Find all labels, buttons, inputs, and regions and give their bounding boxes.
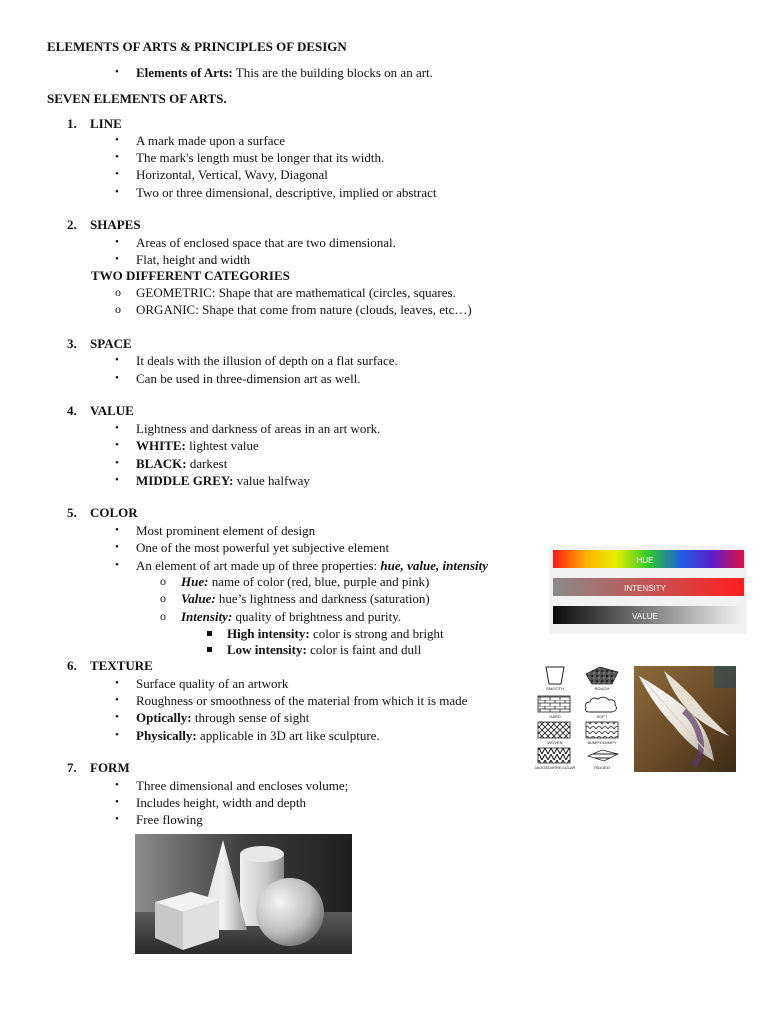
list-item: Most prominent element of design (136, 523, 316, 538)
list-item: A mark made upon a surface (136, 133, 286, 148)
term: Intensity: (181, 609, 233, 624)
list-item: Horizontal, Vertical, Wavy, Diagonal (136, 167, 328, 182)
section-heading-form: FORM (90, 760, 130, 775)
bullet: • (115, 524, 119, 536)
list-item: Surface quality of an artwork (136, 676, 289, 691)
hue-bar-label: HUE (636, 556, 654, 565)
definition: quality of brightness and purity. (232, 609, 402, 624)
section-number: 4. (67, 403, 77, 418)
section-heading-shapes: SHAPES (90, 217, 141, 232)
bullet: • (115, 66, 119, 78)
list-item: Lightness and darkness of areas in an art work. (136, 421, 381, 436)
bullet: • (115, 168, 119, 180)
section-heading-texture: TEXTURE (90, 658, 153, 673)
bullet: • (115, 134, 119, 146)
smooth-glass-swatch (546, 667, 564, 684)
list-item: Roughness or smoothness of the material from which it is made (136, 693, 468, 708)
circle-bullet: o (160, 591, 166, 605)
bullet: • (115, 711, 119, 723)
term: Hue: (181, 574, 209, 589)
bumpy-swatch (586, 722, 618, 738)
section-number: 6. (67, 658, 77, 673)
list-item: One of the most powerful yet subjective element (136, 540, 390, 555)
definition: value halfway (233, 473, 310, 488)
bullet: • (115, 151, 119, 163)
list-item (227, 625, 444, 642)
swatch-label: JAGGED/IRREGULAR (534, 765, 576, 770)
term: High intensity: (227, 626, 310, 641)
list-item (136, 437, 259, 454)
circle-bullet: o (160, 574, 166, 588)
bullet: • (115, 694, 119, 706)
bullet: • (115, 796, 119, 808)
bullet: • (115, 729, 119, 741)
list-item (136, 557, 488, 574)
list-item (181, 608, 401, 625)
definition: lightest value (185, 438, 259, 453)
color-properties-image (549, 546, 747, 634)
bullet: • (115, 354, 119, 366)
square-bullet (207, 647, 212, 652)
section-number: 7. (67, 760, 77, 775)
intensity-bar-label: INTENSITY (624, 584, 666, 593)
list-item (136, 727, 380, 744)
list-item (136, 455, 227, 472)
bullet: • (115, 186, 119, 198)
section-number: 1. (67, 116, 77, 131)
term: Value: (181, 591, 216, 606)
list-item (136, 472, 310, 489)
definition: name of color (red, blue, purple and pink) (208, 574, 430, 589)
section-number: 2. (67, 217, 77, 232)
bullet: • (115, 236, 119, 248)
list-item (227, 641, 421, 658)
square-bullet (207, 631, 212, 636)
cylinder-top (240, 846, 284, 862)
geometric-forms-photo (135, 834, 352, 954)
definition: color is strong and bright (309, 626, 444, 641)
circle-bullet: o (115, 285, 121, 299)
list-item: Areas of enclosed space that are two dimensional. (136, 235, 396, 250)
list-item (181, 573, 429, 590)
list-item: Can be used in three-dimension art as well. (136, 371, 361, 386)
term: Low intensity: (227, 642, 307, 657)
intro-line (136, 64, 433, 81)
list-item: Flat, height and width (136, 252, 251, 267)
definition: through sense of sight (191, 710, 310, 725)
swatch-label: WOVEN (547, 740, 563, 745)
definition: color is faint and dull (306, 642, 422, 657)
section-heading-line: LINE (90, 116, 122, 131)
bullet: • (115, 677, 119, 689)
woven-swatch (538, 722, 570, 738)
list-item: Free flowing (136, 812, 203, 827)
list-item (181, 590, 430, 607)
value-bar-label: VALUE (632, 612, 658, 621)
list-item: Three dimensional and encloses volume; (136, 778, 349, 793)
circle-bullet: o (115, 302, 121, 316)
list-item: ORGANIC: Shape that come from nature (clouds, leaves, etc…) (136, 302, 472, 317)
term: Optically: (136, 710, 192, 725)
bullet: • (115, 559, 119, 571)
definition: applicable in 3D art like sculpture. (196, 728, 380, 743)
term: Physically: (136, 728, 197, 743)
section-number: 5. (67, 505, 77, 520)
emphasis: hue, value, intensity (380, 558, 489, 573)
definition: hue’s lightness and darkness (saturation) (215, 591, 430, 606)
swatch-label: RIDGED (594, 765, 610, 770)
sphere-shape (256, 878, 324, 946)
bullet: • (115, 813, 119, 825)
bullet: • (115, 541, 119, 553)
bullet: • (115, 422, 119, 434)
term: MIDDLE GREY: (136, 473, 234, 488)
jagged-swatch (538, 748, 570, 763)
intro-text: This are the building blocks on an art. (232, 65, 433, 80)
photo-corner (714, 666, 736, 688)
texture-swatches-image (530, 664, 630, 772)
term: BLACK: (136, 456, 187, 471)
swatch-label: SOFT (596, 714, 608, 719)
section-heading-value: VALUE (90, 403, 134, 418)
bullet: • (115, 372, 119, 384)
hard-brick-swatch (538, 696, 570, 712)
subheading-categories: TWO DIFFERENT CATEGORIES (91, 268, 290, 283)
section-heading-color: COLOR (90, 505, 138, 520)
bullet: • (115, 779, 119, 791)
document-title: ELEMENTS OF ARTS & PRINCIPLES OF DESIGN (47, 39, 347, 54)
seven-elements-heading: SEVEN ELEMENTS OF ARTS. (47, 91, 227, 106)
swatch-label: ROUGH (594, 686, 610, 691)
bullet: • (115, 457, 119, 469)
list-item: It deals with the illusion of depth on a flat surface. (136, 353, 398, 368)
bullet: • (115, 474, 119, 486)
circle-bullet: o (160, 609, 166, 623)
list-item: GEOMETRIC: Shape that are mathematical (circles, squares. (136, 285, 456, 300)
list-item: The mark's length must be longer that its width. (136, 150, 385, 165)
swatch-label: BUMPY/LUMPY (587, 740, 617, 745)
bullet: • (115, 439, 119, 451)
term: WHITE: (136, 438, 186, 453)
list-item (136, 709, 309, 726)
feather-photo (634, 666, 736, 772)
bullet: • (115, 253, 119, 265)
section-heading-space: SPACE (90, 336, 132, 351)
intro-label: Elements of Arts: (136, 65, 233, 80)
section-number: 3. (67, 336, 77, 351)
definition: An element of art made up of three properties: (136, 558, 381, 573)
list-item: Includes height, width and depth (136, 795, 307, 810)
definition: darkest (186, 456, 228, 471)
list-item: Two or three dimensional, descriptive, implied or abstract (136, 185, 437, 200)
swatch-label: SMOOTH (546, 686, 564, 691)
swatch-label: HARD (549, 714, 561, 719)
